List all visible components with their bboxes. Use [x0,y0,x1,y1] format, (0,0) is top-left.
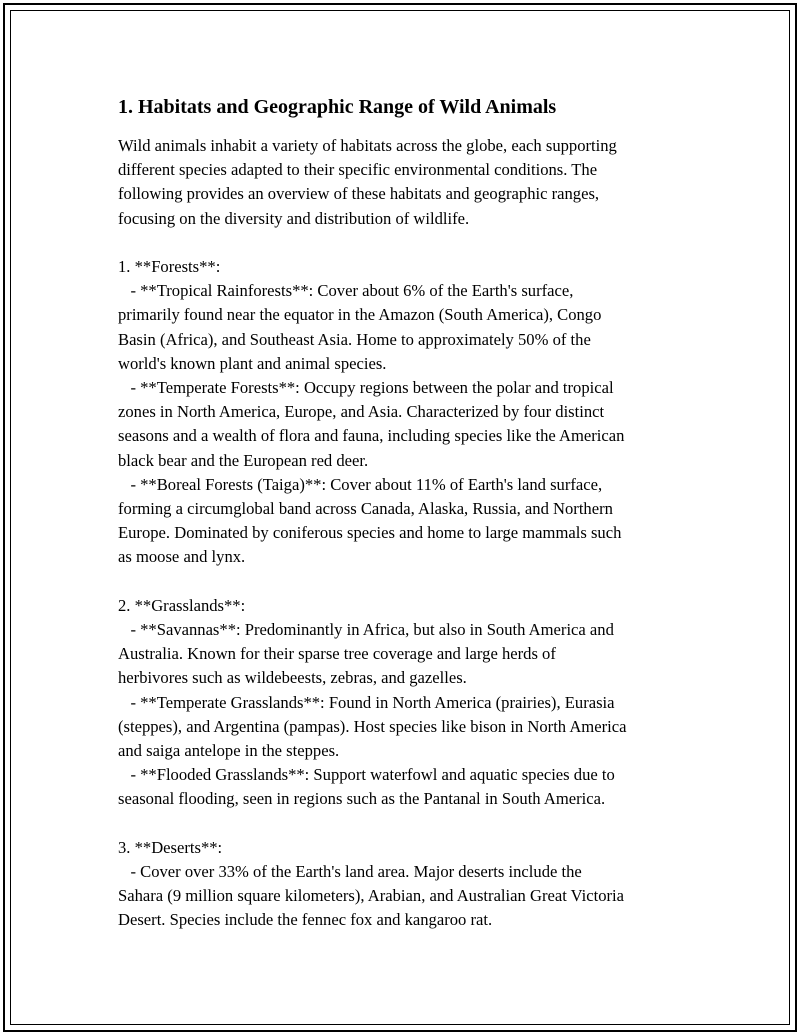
paragraph-spacer [118,570,708,594]
bullet-temperate-forests: - **Temperate Forests**: Occupy regions between the polar and tropical zones in North America, Europe, and Asia. Characterized by four distinct seasons and a wealth of flora and fauna, including species like the American black bear and the European red deer. [118,378,625,470]
bullet-flooded-grasslands: - **Flooded Grasslands**: Support waterfowl and aquatic species due to seasonal flooding, seen in regions such as the Pantanal in South America. [118,765,615,809]
section-heading-grasslands: 2. **Grasslands**: [118,595,246,615]
document-title: 1. Habitats and Geographic Range of Wild Animals [118,96,557,118]
bullet-tropical-rainforests: - **Tropical Rainforests**: Cover about 6% of the Earth's surface, primarily found near the equator in the Amazon (South America), Congo Basin (Africa), and Southeast Asia. Home to approximately 50% of the world's known plant and animal species. [118,281,602,373]
paragraph-spacer [118,812,708,836]
document-text [118,134,708,933]
bullet-boreal-forests: - **Boreal Forests (Taiga)**: Cover about 11% of Earth's land surface, forming a circumglobal band across Canada, Alaska, Russia, and Northern Europe. Dominated by coniferous species and home to large mammals such as moose and lynx. [118,474,622,567]
document-body [118,94,708,933]
bullet-deserts: - Cover over 33% of the Earth's land area. Major deserts include the Sahara (9 million square kilometers), Arabian, and Australian Great Victoria Desert. Species include the fennec fox and kangaroo rat. [118,862,625,930]
paragraph-spacer [118,231,708,255]
bullet-savannas: - **Savannas**: Predominantly in Africa, but also in South America and Australia. Known for their sparse tree coverage and large herds of herbivores such as wildebeests, zebras, and gazelles. [118,620,614,688]
intro-paragraph: Wild animals inhabit a variety of habitats across the globe, each supporting different species adapted to their specific environmental conditions. The following provides an overview of these habitats and geographic ranges, focusing on the diversity and distribution of wildlife. [118,136,617,228]
bullet-temperate-grasslands: - **Temperate Grasslands**: Found in North America (prairies), Eurasia (steppes), and Argentina (pampas). Host species like bison in North America and saiga antelope in the steppes. [118,692,627,761]
section-heading-deserts: 3. **Deserts**: [118,837,223,857]
section-heading-forests: 1. **Forests**: [118,257,221,276]
